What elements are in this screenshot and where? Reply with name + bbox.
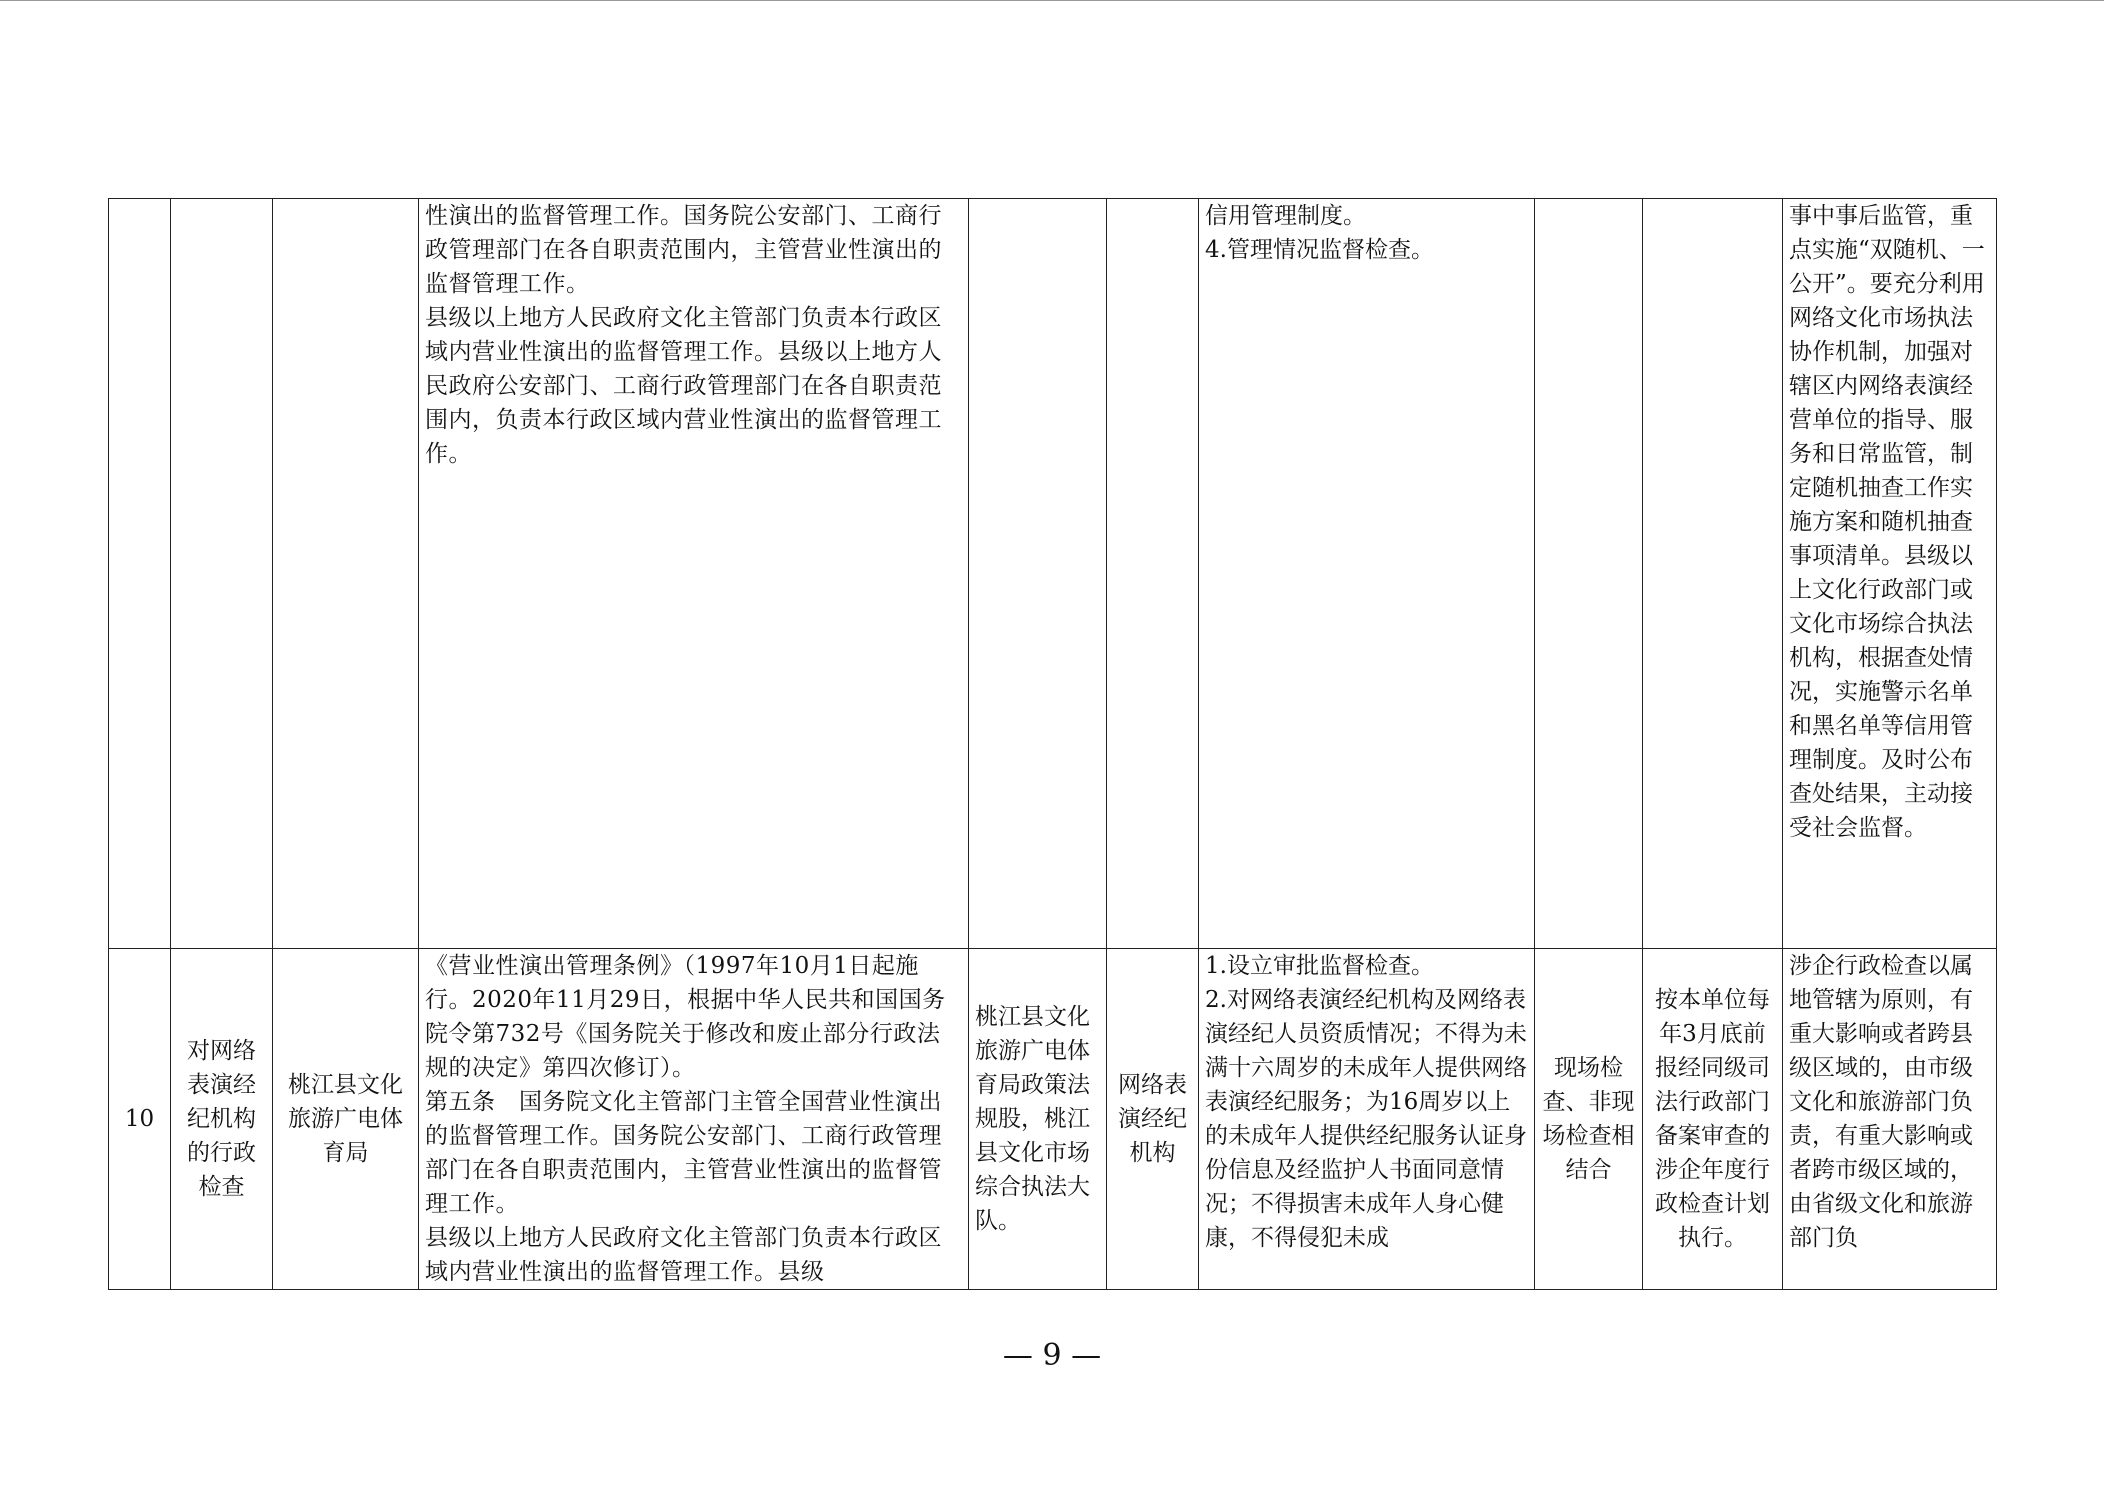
remark: 事中事后监管，重点实施“双随机、一公开”。要充分利用网络文化市场执法协作机制，加强对辖区内网络表演经营单位的指导、服务和日常监管，制定随机抽查工作实施方案和随机抽查事项清单。县级以上文化行政部门或文化市场综合执法机构，根据查处情况，实施警示名单和黑名单等信用管理制度。及时公布查处结果，主动接受社会监督。	[1783, 199, 1997, 949]
inspection-content: 1.设立审批监督检查。 2.对网络表演经纪机构及网络表演经纪人员资质情况；不得为未满十六周岁的未成年人提供网络表演经纪服务；为16周岁以上的未成年人提供经纪服务认证身份信息及经监护人书面同意情况；不得损害未成年人身心健康，不得侵犯未成	[1199, 949, 1535, 1290]
row-number	[109, 199, 171, 949]
table-row	[109, 199, 1997, 949]
department: 桃江县文化旅游广电体育局	[273, 949, 419, 1290]
implementing-agency	[969, 199, 1107, 949]
top-border-line	[0, 0, 2104, 1]
remark: 涉企行政检查以属地管辖为原则，有重大影响或者跨县级区域的，由市级文化和旅游部门负责，有重大影响或者跨市级区域的，由省级文化和旅游部门负	[1783, 949, 1997, 1290]
inspection-content: 信用管理制度。 4.管理情况监督检查。	[1199, 199, 1535, 949]
table-row	[109, 949, 1997, 1290]
department	[273, 199, 419, 949]
inspection-object	[1107, 199, 1199, 949]
page-number: — 9 —	[1002, 1338, 1102, 1373]
legal-basis: 《营业性演出管理条例》（1997年10月1日起施行。2020年11月29日，根据中华人民共和国国务院令第732号《国务院关于修改和废止部分行政法规的决定》第四次修订）。 第五条 国务院文化主管部门主管全国营业性演出的监督管理工作。国务院公安部门、工商行政管理部门在各自职责范围内，主管营业性演出的监督管理工作。 县级以上地方人民政府文化主管部门负责本行政区域内营业性演出的监督管理工作。县级	[419, 949, 969, 1290]
inspection-method	[1535, 199, 1643, 949]
inspection-object: 网络表演经纪机构	[1107, 949, 1199, 1290]
inspection-table	[108, 198, 1997, 1290]
legal-basis: 性演出的监督管理工作。国务院公安部门、工商行政管理部门在各自职责范围内，主管营业性演出的监督管理工作。 县级以上地方人民政府文化主管部门负责本行政区域内营业性演出的监督管理工作。县级以上地方人民政府公安部门、工商行政管理部门在各自职责范围内，负责本行政区域内营业性演出的监督管理工作。	[419, 199, 969, 949]
inspection-frequency	[1643, 199, 1783, 949]
inspection-method: 现场检查、非现场检查相结合	[1535, 949, 1643, 1290]
inspection-frequency: 按本单位每年3月底前报经同级司法行政部门备案审查的涉企年度行政检查计划执行。	[1643, 949, 1783, 1290]
item-name	[171, 199, 273, 949]
implementing-agency: 桃江县文化旅游广电体育局政策法规股，桃江县文化市场综合执法大队。	[969, 949, 1107, 1290]
item-name: 对网络表演经纪机构的行政检查	[171, 949, 273, 1290]
row-number: 10	[109, 949, 171, 1290]
